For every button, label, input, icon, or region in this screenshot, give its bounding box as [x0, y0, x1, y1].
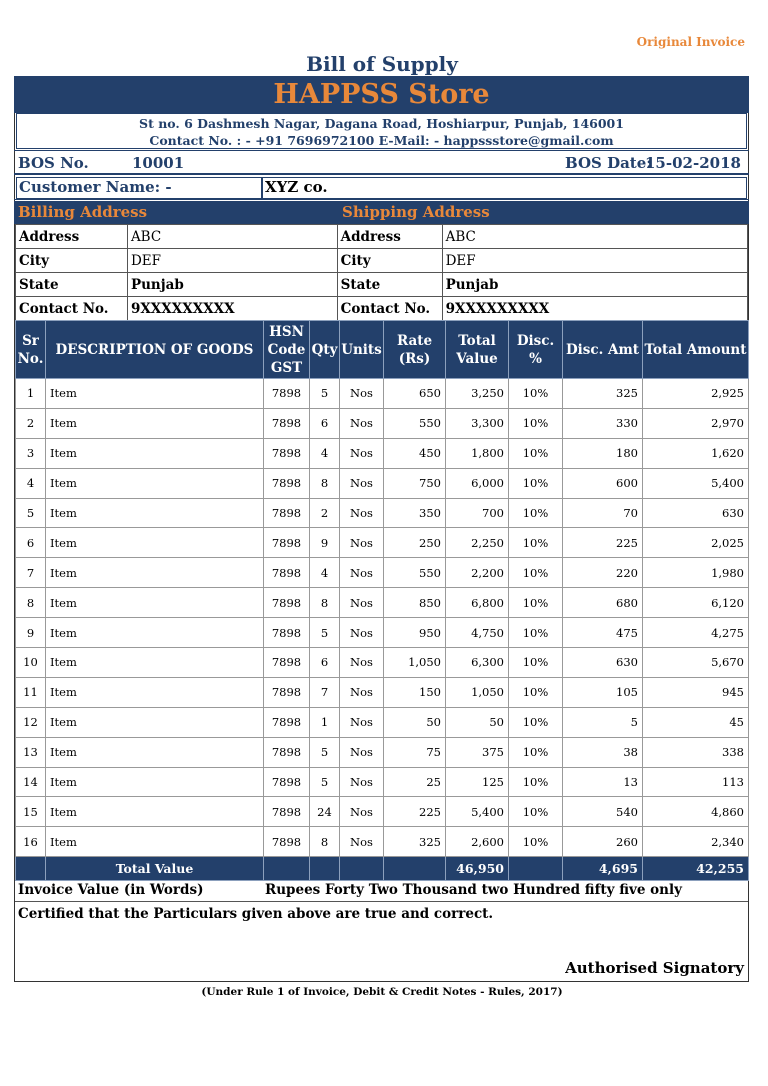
item-disc-pct: 10%: [509, 408, 563, 438]
billing-state: Punjab: [127, 273, 337, 297]
col-qty: Qty: [310, 321, 340, 379]
item-sr: 5: [16, 498, 46, 528]
totals-blank-hsn: [264, 857, 310, 881]
item-disc-amt: 220: [563, 558, 643, 588]
item-total-amount: 2,970: [643, 408, 749, 438]
item-disc-pct: 10%: [509, 618, 563, 648]
item-description: Item: [46, 468, 264, 498]
item-description: Item: [46, 379, 264, 409]
item-description: Item: [46, 648, 264, 678]
totals-row: [16, 857, 749, 881]
items-table: [15, 320, 749, 881]
item-total-amount: 1,980: [643, 558, 749, 588]
item-description: Item: [46, 438, 264, 468]
totals-blank-qty: [310, 857, 340, 881]
billing-address: ABC: [127, 225, 337, 249]
item-disc-amt: 225: [563, 528, 643, 558]
item-rate: 450: [384, 438, 446, 468]
item-sr: 7: [16, 558, 46, 588]
item-sr: 4: [16, 468, 46, 498]
customer-name-label: Customer Name: -: [16, 177, 262, 199]
item-units: Nos: [340, 498, 384, 528]
item-total-value: 375: [446, 737, 509, 767]
item-disc-amt: 325: [563, 379, 643, 409]
col-hsn: HSN Code GST: [264, 321, 310, 379]
item-total-amount: 1,620: [643, 438, 749, 468]
item-disc-pct: 10%: [509, 677, 563, 707]
totals-disc-amt: 4,695: [563, 857, 643, 881]
item-disc-amt: 5: [563, 707, 643, 737]
totals-amount: 42,255: [643, 857, 749, 881]
item-total-amount: 945: [643, 677, 749, 707]
item-hsn: 7898: [264, 588, 310, 618]
item-disc-amt: 600: [563, 468, 643, 498]
table-row: [16, 588, 749, 618]
item-total-value: 2,250: [446, 528, 509, 558]
table-row: [16, 528, 749, 558]
item-units: Nos: [340, 379, 384, 409]
item-disc-pct: 10%: [509, 707, 563, 737]
item-description: Item: [46, 588, 264, 618]
item-total-amount: 2,340: [643, 827, 749, 857]
item-description: Item: [46, 767, 264, 797]
item-units: Nos: [340, 797, 384, 827]
totals-blank-disc: [509, 857, 563, 881]
item-hsn: 7898: [264, 408, 310, 438]
item-rate: 350: [384, 498, 446, 528]
shipping-state-label: State: [337, 273, 442, 297]
item-disc-pct: 10%: [509, 797, 563, 827]
col-disc-pct: Disc. %: [509, 321, 563, 379]
totals-label: Total Value: [46, 857, 264, 881]
table-row: [16, 737, 749, 767]
address-table: [15, 224, 748, 321]
item-qty: 2: [310, 498, 340, 528]
item-total-value: 5,400: [446, 797, 509, 827]
item-sr: 6: [16, 528, 46, 558]
document-title: Bill of Supply: [306, 52, 458, 76]
store-contact: Contact No. : - +91 7696972100 E-Mail: - happssstore@gmail.com: [149, 133, 614, 148]
copy-label: Original Invoice: [636, 35, 745, 49]
item-disc-amt: 540: [563, 797, 643, 827]
totals-blank-sr: [16, 857, 46, 881]
table-row: [16, 498, 749, 528]
table-row: [16, 408, 749, 438]
item-total-amount: 6,120: [643, 588, 749, 618]
item-qty: 8: [310, 827, 340, 857]
item-sr: 13: [16, 737, 46, 767]
customer-row: [14, 176, 749, 200]
item-units: Nos: [340, 528, 384, 558]
item-total-value: 3,300: [446, 408, 509, 438]
item-rate: 25: [384, 767, 446, 797]
item-qty: 9: [310, 528, 340, 558]
item-hsn: 7898: [264, 797, 310, 827]
table-row: [16, 379, 749, 409]
billing-address-label: Address: [16, 225, 128, 249]
item-qty: 5: [310, 737, 340, 767]
item-units: Nos: [340, 767, 384, 797]
shipping-contact: 9XXXXXXXXX: [442, 297, 747, 321]
item-hsn: 7898: [264, 379, 310, 409]
item-disc-pct: 10%: [509, 379, 563, 409]
item-rate: 550: [384, 408, 446, 438]
item-total-amount: 630: [643, 498, 749, 528]
item-disc-pct: 10%: [509, 767, 563, 797]
item-units: Nos: [340, 408, 384, 438]
item-disc-amt: 260: [563, 827, 643, 857]
item-sr: 16: [16, 827, 46, 857]
item-units: Nos: [340, 588, 384, 618]
shipping-address: ABC: [442, 225, 747, 249]
item-hsn: 7898: [264, 528, 310, 558]
item-total-amount: 5,670: [643, 648, 749, 678]
item-units: Nos: [340, 618, 384, 648]
item-hsn: 7898: [264, 558, 310, 588]
item-qty: 8: [310, 588, 340, 618]
item-description: Item: [46, 408, 264, 438]
bos-row: [14, 150, 749, 175]
item-disc-amt: 180: [563, 438, 643, 468]
item-total-amount: 4,275: [643, 618, 749, 648]
item-disc-amt: 70: [563, 498, 643, 528]
bos-date: 15-02-2018: [645, 154, 741, 172]
authorised-signatory: Authorised Signatory: [565, 959, 744, 977]
item-sr: 14: [16, 767, 46, 797]
table-row: [16, 827, 749, 857]
item-total-amount: 113: [643, 767, 749, 797]
item-total-amount: 45: [643, 707, 749, 737]
shipping-address-label: Address: [337, 225, 442, 249]
item-total-value: 6,300: [446, 648, 509, 678]
item-units: Nos: [340, 677, 384, 707]
item-disc-pct: 10%: [509, 827, 563, 857]
item-disc-amt: 13: [563, 767, 643, 797]
item-sr: 11: [16, 677, 46, 707]
amount-in-words-row: [15, 879, 748, 902]
item-rate: 75: [384, 737, 446, 767]
item-units: Nos: [340, 648, 384, 678]
item-qty: 5: [310, 767, 340, 797]
shipping-address-heading: Shipping Address: [342, 203, 490, 221]
item-disc-pct: 10%: [509, 528, 563, 558]
item-sr: 1: [16, 379, 46, 409]
item-rate: 150: [384, 677, 446, 707]
item-units: Nos: [340, 438, 384, 468]
item-description: Item: [46, 707, 264, 737]
item-sr: 10: [16, 648, 46, 678]
item-disc-amt: 680: [563, 588, 643, 618]
item-total-value: 125: [446, 767, 509, 797]
item-qty: 4: [310, 558, 340, 588]
item-hsn: 7898: [264, 827, 310, 857]
item-disc-pct: 10%: [509, 498, 563, 528]
billing-city: DEF: [127, 249, 337, 273]
shipping-state: Punjab: [442, 273, 747, 297]
item-disc-amt: 475: [563, 618, 643, 648]
col-rate: Rate (Rs): [384, 321, 446, 379]
table-row: [16, 558, 749, 588]
item-units: Nos: [340, 737, 384, 767]
col-units: Units: [340, 321, 384, 379]
table-row: [16, 677, 749, 707]
item-description: Item: [46, 558, 264, 588]
item-units: Nos: [340, 468, 384, 498]
billing-contact-label: Contact No.: [16, 297, 128, 321]
item-sr: 3: [16, 438, 46, 468]
item-qty: 6: [310, 408, 340, 438]
item-disc-amt: 330: [563, 408, 643, 438]
item-qty: 1: [310, 707, 340, 737]
item-disc-pct: 10%: [509, 558, 563, 588]
item-rate: 325: [384, 827, 446, 857]
item-total-amount: 2,025: [643, 528, 749, 558]
table-row: [16, 707, 749, 737]
item-qty: 6: [310, 648, 340, 678]
customer-name: XYZ co.: [262, 177, 747, 199]
billing-address-heading: Billing Address: [18, 203, 148, 221]
item-total-value: 700: [446, 498, 509, 528]
table-row: [16, 767, 749, 797]
item-total-value: 2,600: [446, 827, 509, 857]
item-description: Item: [46, 677, 264, 707]
item-units: Nos: [340, 707, 384, 737]
billing-state-label: State: [16, 273, 128, 297]
totals-blank-units: [340, 857, 384, 881]
col-disc-amt: Disc. Amt: [563, 321, 643, 379]
item-sr: 8: [16, 588, 46, 618]
footer-rule-note: (Under Rule 1 of Invoice, Debit & Credit Notes - Rules, 2017): [201, 986, 563, 998]
item-total-value: 2,200: [446, 558, 509, 588]
items-header-row: [16, 321, 749, 379]
item-total-value: 6,800: [446, 588, 509, 618]
billing-contact: 9XXXXXXXXX: [127, 297, 337, 321]
shipping-city-label: City: [337, 249, 442, 273]
bos-number: 10001: [132, 154, 185, 172]
item-qty: 4: [310, 438, 340, 468]
shipping-contact-label: Contact No.: [337, 297, 442, 321]
bos-date-label: BOS Date:: [565, 154, 652, 172]
totals-value: 46,950: [446, 857, 509, 881]
item-disc-amt: 105: [563, 677, 643, 707]
col-description: DESCRIPTION OF GOODS: [46, 321, 264, 379]
item-total-value: 50: [446, 707, 509, 737]
shipping-city: DEF: [442, 249, 747, 273]
item-total-value: 6,000: [446, 468, 509, 498]
item-disc-pct: 10%: [509, 468, 563, 498]
col-total-value: Total Value: [446, 321, 509, 379]
address-header: [14, 201, 749, 224]
item-sr: 12: [16, 707, 46, 737]
item-disc-amt: 38: [563, 737, 643, 767]
item-hsn: 7898: [264, 648, 310, 678]
item-rate: 950: [384, 618, 446, 648]
item-rate: 550: [384, 558, 446, 588]
item-hsn: 7898: [264, 707, 310, 737]
words-label: Invoice Value (in Words): [18, 882, 204, 898]
store-address-block: [16, 113, 747, 149]
certification-text: Certified that the Particulars given above are true and correct.: [18, 906, 494, 922]
item-hsn: 7898: [264, 618, 310, 648]
item-rate: 650: [384, 379, 446, 409]
item-rate: 50: [384, 707, 446, 737]
item-disc-pct: 10%: [509, 588, 563, 618]
col-sr: Sr No.: [16, 321, 46, 379]
item-qty: 24: [310, 797, 340, 827]
item-rate: 1,050: [384, 648, 446, 678]
table-row: [16, 438, 749, 468]
table-row: [16, 648, 749, 678]
item-description: Item: [46, 528, 264, 558]
state-row: [16, 273, 748, 297]
billing-city-label: City: [16, 249, 128, 273]
item-qty: 5: [310, 618, 340, 648]
item-description: Item: [46, 498, 264, 528]
contact-row: [16, 297, 748, 321]
item-total-value: 1,050: [446, 677, 509, 707]
item-hsn: 7898: [264, 767, 310, 797]
item-qty: 5: [310, 379, 340, 409]
item-hsn: 7898: [264, 677, 310, 707]
bos-number-label: BOS No.: [18, 154, 89, 172]
city-row: [16, 249, 748, 273]
item-description: Item: [46, 797, 264, 827]
item-total-value: 3,250: [446, 379, 509, 409]
item-total-amount: 5,400: [643, 468, 749, 498]
item-units: Nos: [340, 827, 384, 857]
table-row: [16, 618, 749, 648]
item-total-value: 1,800: [446, 438, 509, 468]
table-row: [16, 797, 749, 827]
col-total-amount: Total Amount: [643, 321, 749, 379]
item-description: Item: [46, 827, 264, 857]
item-total-value: 4,750: [446, 618, 509, 648]
item-rate: 225: [384, 797, 446, 827]
address-row: [16, 225, 748, 249]
item-disc-pct: 10%: [509, 438, 563, 468]
item-units: Nos: [340, 558, 384, 588]
store-name: HAPPSS Store: [14, 76, 749, 113]
item-hsn: 7898: [264, 737, 310, 767]
item-description: Item: [46, 618, 264, 648]
item-rate: 750: [384, 468, 446, 498]
item-rate: 850: [384, 588, 446, 618]
item-sr: 15: [16, 797, 46, 827]
item-hsn: 7898: [264, 498, 310, 528]
item-total-amount: 4,860: [643, 797, 749, 827]
item-qty: 7: [310, 677, 340, 707]
item-hsn: 7898: [264, 468, 310, 498]
table-row: [16, 468, 749, 498]
item-sr: 2: [16, 408, 46, 438]
words-value: Rupees Forty Two Thousand two Hundred fifty five only: [265, 882, 682, 898]
item-total-amount: 2,925: [643, 379, 749, 409]
item-hsn: 7898: [264, 438, 310, 468]
totals-blank-rate: [384, 857, 446, 881]
item-disc-pct: 10%: [509, 737, 563, 767]
item-disc-amt: 630: [563, 648, 643, 678]
item-total-amount: 338: [643, 737, 749, 767]
store-address: St no. 6 Dashmesh Nagar, Dagana Road, Hoshiarpur, Punjab, 146001: [139, 116, 624, 131]
item-qty: 8: [310, 468, 340, 498]
item-description: Item: [46, 737, 264, 767]
item-disc-pct: 10%: [509, 648, 563, 678]
item-rate: 250: [384, 528, 446, 558]
item-sr: 9: [16, 618, 46, 648]
